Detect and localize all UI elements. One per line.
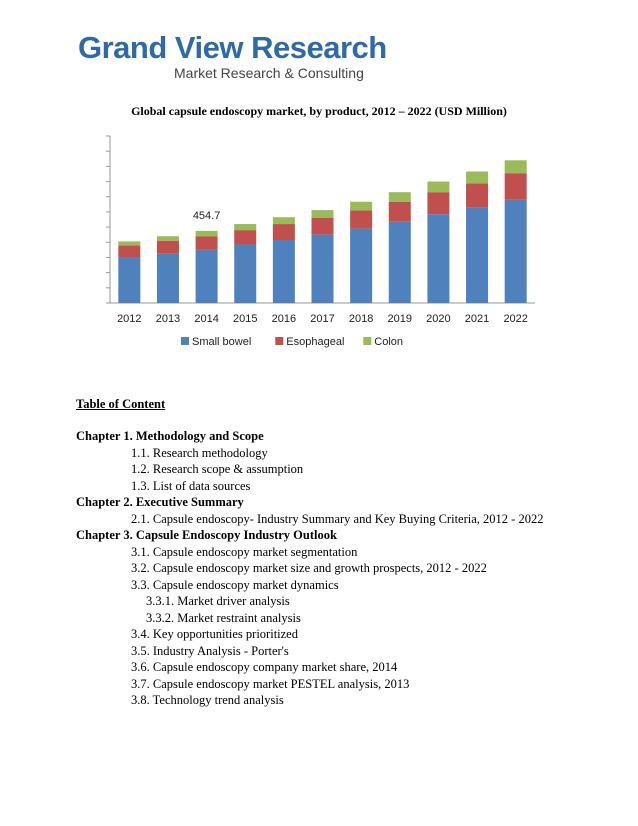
bar-small-bowel xyxy=(118,257,140,303)
bar-esophageal xyxy=(312,218,334,235)
bar-esophageal xyxy=(505,173,527,200)
bar-small-bowel xyxy=(196,250,218,303)
bar-small-bowel xyxy=(312,235,334,303)
bar-colon xyxy=(466,172,488,184)
toc-heading: Table of Content xyxy=(76,397,166,411)
x-tick-label: 2022 xyxy=(503,313,528,325)
toc-item: 3.3.1. Market driver analysis xyxy=(146,594,290,608)
brand-name: Grand View Research xyxy=(78,30,387,65)
legend-swatch xyxy=(275,337,283,345)
x-tick-label: 2015 xyxy=(232,313,258,325)
bar-small-bowel xyxy=(273,240,295,303)
bar-colon xyxy=(196,231,218,236)
bar-esophageal xyxy=(466,183,488,207)
bar-esophageal xyxy=(273,224,295,240)
toc-chapter: Chapter 2. Executive Summary xyxy=(76,495,244,509)
bar-colon xyxy=(350,202,372,211)
toc-item: 1.3. List of data sources xyxy=(131,478,251,493)
bar-esophageal xyxy=(118,245,140,257)
legend-label: Small bowel xyxy=(192,336,252,348)
bar-esophageal xyxy=(389,202,411,222)
x-tick-label: 2019 xyxy=(387,313,413,325)
bar-colon xyxy=(505,160,527,173)
x-tick-label: 2020 xyxy=(426,313,451,325)
bar-colon xyxy=(118,241,140,245)
bar-esophageal xyxy=(234,230,256,244)
bar-colon xyxy=(312,210,334,218)
legend-label: Esophageal xyxy=(286,336,345,348)
bar-small-bowel xyxy=(350,229,372,303)
bar-esophageal xyxy=(350,210,372,228)
bar-small-bowel xyxy=(466,207,488,303)
bar-small-bowel xyxy=(427,214,449,303)
bar-esophageal xyxy=(157,241,179,254)
bar-colon xyxy=(234,224,256,230)
toc-chapter: Chapter 3. Capsule Endoscopy Industry Outlook xyxy=(76,528,337,542)
legend-label: Colon xyxy=(374,336,404,348)
bar-small-bowel xyxy=(389,222,411,303)
toc-item: 3.5. Industry Analysis - Porter's xyxy=(131,643,289,658)
bar-esophageal xyxy=(196,236,218,250)
toc-item: 1.1. Research methodology xyxy=(131,445,268,460)
x-tick-label: 2014 xyxy=(194,313,219,325)
toc-item: 1.2. Research scope & assumption xyxy=(131,462,304,476)
toc-item: 3.6. Capsule endoscopy company market share, 2014 xyxy=(131,660,398,674)
toc-item: 2.1. Capsule endoscopy- Industry Summary and Key Buying Criteria, 2012 - 2022 xyxy=(131,511,544,526)
toc-item: 3.2. Capsule endoscopy market size and growth prospects, 2012 - 2022 xyxy=(131,561,487,575)
bar-colon xyxy=(273,217,295,224)
legend-swatch xyxy=(181,337,189,345)
x-tick-label: 2018 xyxy=(348,313,374,325)
toc-item: 3.7. Capsule endoscopy market PESTEL analysis, 2013 xyxy=(131,676,410,691)
bar-small-bowel xyxy=(234,245,256,303)
stacked-bar-chart xyxy=(0,0,638,380)
bar-colon xyxy=(389,192,411,202)
x-tick-label: 2013 xyxy=(155,313,181,325)
x-tick-label: 2012 xyxy=(117,313,142,325)
bar-small-bowel xyxy=(157,254,179,303)
bar-colon xyxy=(157,236,179,241)
toc-item: 3.3. Capsule endoscopy market dynamics xyxy=(131,577,339,592)
x-tick-label: 2016 xyxy=(271,313,297,325)
toc-item: 3.1. Capsule endoscopy market segmentation xyxy=(131,544,358,559)
x-tick-label: 2021 xyxy=(464,313,490,325)
x-tick-label: 2017 xyxy=(310,313,335,325)
legend-swatch xyxy=(363,337,371,345)
data-label: 454.7 xyxy=(192,209,221,222)
bar-esophageal xyxy=(427,192,449,214)
toc-chapter: Chapter 1. Methodology and Scope xyxy=(76,429,264,443)
brand-tagline: Market Research & Consulting xyxy=(174,65,364,81)
bar-colon xyxy=(427,182,449,193)
toc-item: 3.4. Key opportunities prioritized xyxy=(131,627,298,641)
toc-item: 3.3.2. Market restraint analysis xyxy=(146,610,301,625)
table-of-contents xyxy=(76,428,616,709)
chart-title: Global capsule endoscopy market, by product, 2012 – 2022 (USD Million) xyxy=(131,104,507,118)
bar-small-bowel xyxy=(505,200,527,303)
toc-item: 3.8. Technology trend analysis xyxy=(131,693,284,707)
